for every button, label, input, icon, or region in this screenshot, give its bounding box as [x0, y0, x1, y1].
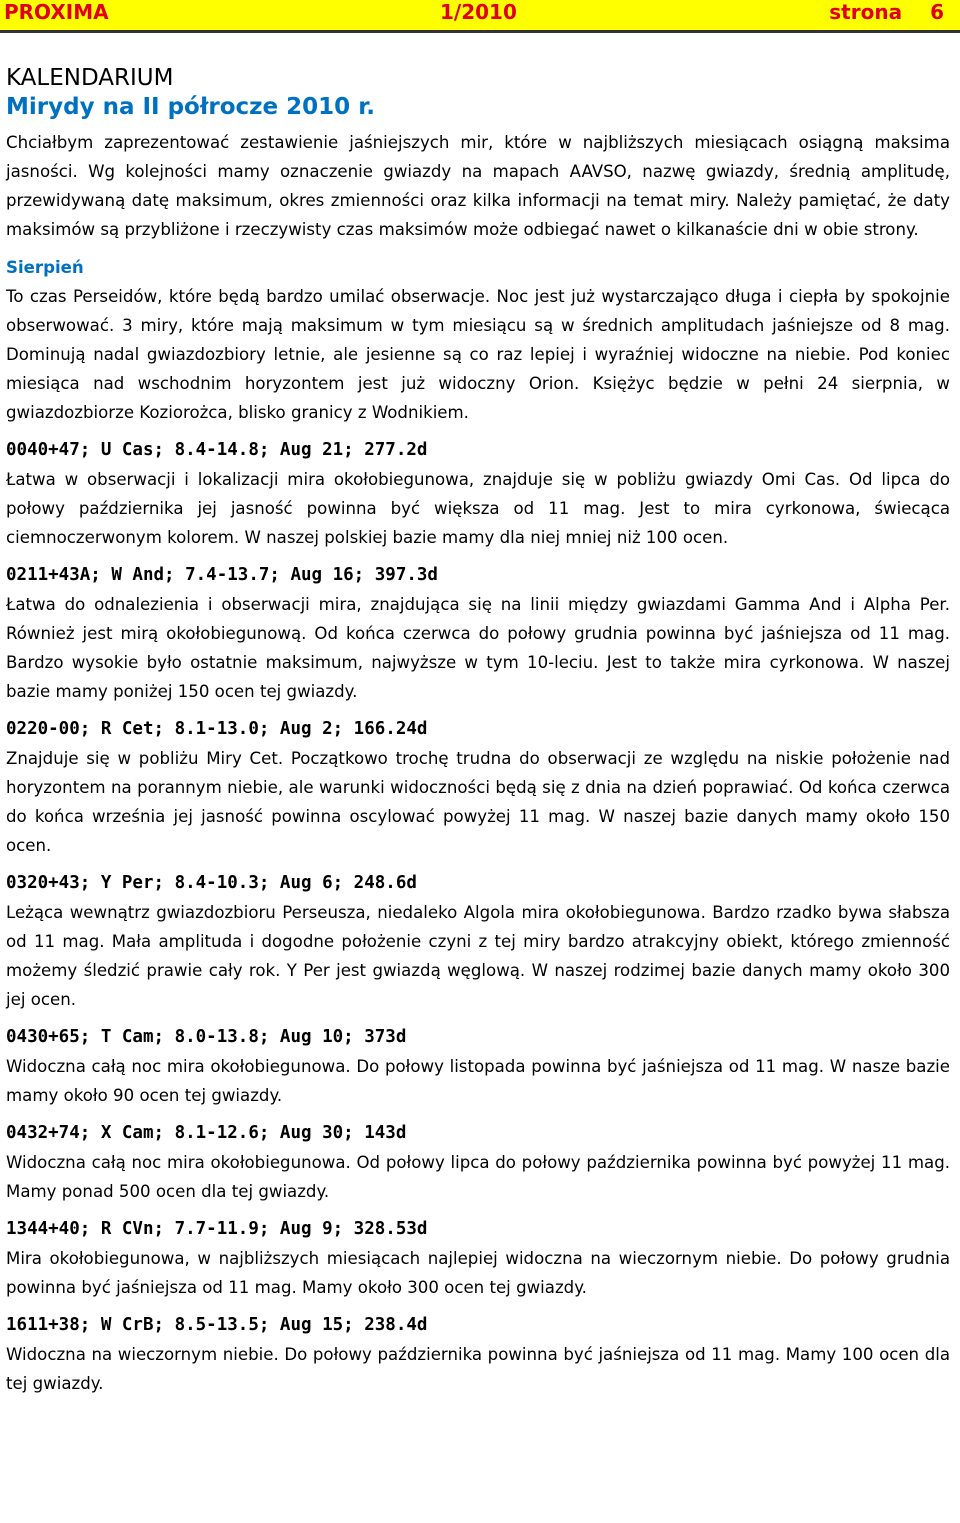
article-body	[6, 64, 950, 1398]
star-entry	[6, 561, 950, 706]
star-heading: 0040+47; U Cas; 8.4-14.8; Aug 21; 277.2d	[6, 440, 428, 460]
star-entry	[6, 715, 950, 860]
star-heading: 0320+43; Y Per; 8.4-10.3; Aug 6; 248.6d	[6, 873, 417, 893]
journal-name: PROXIMA	[4, 0, 109, 24]
page-number: 6	[930, 0, 944, 24]
star-description: Łatwa do odnalezienia i obserwacji mira, znajdująca się na linii między gwiazdami Gamma And i Alpha Per. Również jest mirą okołobiegunową. Od końca czerwca do połowy grudnia powinna być jaśniejsza od 11 mag. Bardzo wysokie było ostatnie maksimum, najwyższe w tym 10-leciu. Jest to także mira cyrkonowa. W naszej bazie mamy poniżej 150 ocen tej gwiazdy.	[6, 595, 950, 701]
page-indicator	[829, 0, 944, 24]
star-entry	[6, 1215, 950, 1302]
article-title: Mirydy na II półrocze 2010 r.	[6, 94, 375, 120]
star-heading: 0211+43A; W And; 7.4-13.7; Aug 16; 397.3d	[6, 565, 438, 585]
star-description: Mira okołobiegunowa, w najbliższych miesiącach najlepiej widoczna na wieczornym niebie. Do połowy grudnia powinna być jaśniejsza od 11 mag. Mamy około 300 ocen tej gwiazdy.	[6, 1249, 950, 1297]
section-title: KALENDARIUM	[6, 65, 174, 91]
star-entry	[6, 1119, 950, 1206]
month-paragraph: To czas Perseidów, które będą bardzo umilać obserwacje. Noc jest już wystarczająco długa i ciepła by spokojnie obserwować. 3 miry, które mają maksimum w tym miesiącu są w średnich amplitudach jaśniejsze od 8 mag. Dominują nadal gwiazdozbiory letnie, ale jesienne są co raz lepiej i wyraźniej widoczne na niebie. Pod koniec miesiąca nad wschodnim horyzontem jest już widoczny Orion. Księżyc będzie w pełni 24 sierpnia, w gwiazdozbiorze Koziorożca, blisko granicy z Wodnikiem.	[6, 287, 950, 422]
star-description: Widoczna całą noc mira okołobiegunowa. Do połowy listopada powinna być jaśniejsza od 11 mag. W nasze bazie mamy około 90 ocen tej gwiazdy.	[6, 1057, 950, 1105]
star-heading: 0432+74; X Cam; 8.1-12.6; Aug 30; 143d	[6, 1123, 407, 1143]
star-description: Leżąca wewnątrz gwiazdozbioru Perseusza, niedaleko Algola mira okołobiegunowa. Bardzo rzadko bywa słabsza od 11 mag. Mała amplituda i dogodne położenie czyni z tej miry bardzo atrakcyjny obiekt, którego zmienność możemy śledzić prawie cały rok. Y Per jest gwiazdą węglową. W naszej rodzimej bazie danych mamy około 300 jej ocen.	[6, 903, 950, 1009]
star-heading: 1344+40; R CVn; 7.7-11.9; Aug 9; 328.53d	[6, 1219, 428, 1239]
intro-paragraph: Chciałbym zaprezentować zestawienie jaśniejszych mir, które w najbliższych miesiącach osiągną maksima jasności. Wg kolejności mamy oznaczenie gwiazdy na mapach AAVSO, nazwę gwiazdy, średnią amplitudę, przewidywaną datę maksimum, okres zmienności oraz kilka informacji na temat miry. Należy pamiętać, że daty maksimów są przybliżone i rzeczywisty czas maksimów może odbiegać nawet o kilkanaście dni w obie strony.	[6, 133, 950, 239]
page-header	[0, 0, 960, 30]
star-heading: 0220-00; R Cet; 8.1-13.0; Aug 2; 166.24d	[6, 719, 428, 739]
star-heading: 0430+65; T Cam; 8.0-13.8; Aug 10; 373d	[6, 1027, 407, 1047]
month-heading: Sierpień	[6, 258, 84, 277]
star-entry	[6, 1023, 950, 1110]
page-label: strona	[829, 0, 903, 24]
header-divider	[0, 30, 960, 33]
star-description: Łatwa w obserwacji i lokalizacji mira okołobiegunowa, znajduje się w pobliżu gwiazdy Omi Cas. Od lipca do połowy października jej jasność powinna być większa od 11 mag. Jest to mira cyrkonowa, świecąca ciemnoczerwonym kolorem. W naszej polskiej bazie mamy dla niej mniej niż 100 ocen.	[6, 470, 950, 547]
star-entry	[6, 436, 950, 552]
star-entry	[6, 869, 950, 1014]
star-heading: 1611+38; W CrB; 8.5-13.5; Aug 15; 238.4d	[6, 1315, 428, 1335]
star-description: Widoczna całą noc mira okołobiegunowa. Od połowy lipca do połowy października powinna być powyżej 11 mag. Mamy ponad 500 ocen dla tej gwiazdy.	[6, 1153, 950, 1201]
star-entry	[6, 1311, 950, 1398]
issue-number: 1/2010	[440, 0, 517, 24]
star-description: Znajduje się w pobliżu Miry Cet. Początkowo trochę trudna do obserwacji ze względu na niskie położenie nad horyzontem na porannym niebie, ale warunki widoczności będą się z dnia na dzień poprawiać. Od końca czerwca do końca września jej jasność powinna oscylować powyżej 11 mag. W naszej bazie danych mamy około 150 ocen.	[6, 749, 950, 855]
star-description: Widoczna na wieczornym niebie. Do połowy października powinna być jaśniejsza od 11 mag. Mamy 100 ocen dla tej gwiazdy.	[6, 1345, 950, 1393]
